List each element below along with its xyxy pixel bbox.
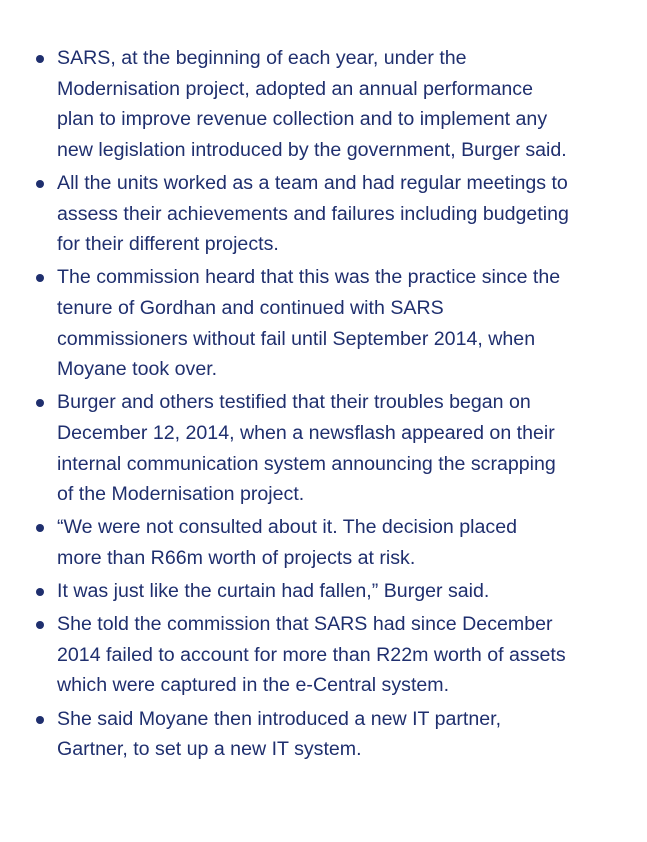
bullet-line: “We were not consulted about it. The decision placed xyxy=(57,516,518,539)
bullet-list xyxy=(36,43,632,767)
bullet-line: 2014 failed to account for more than R22m worth of assets xyxy=(57,643,566,666)
bullet-line: It was just like the curtain had fallen,” Burger said. xyxy=(57,580,490,603)
bullet-item xyxy=(36,168,632,260)
bullet-line: which were captured in the e-Central system. xyxy=(57,674,450,697)
bullet-line: Modernisation project, adopted an annual performance xyxy=(57,77,533,100)
bullet-line: She said Moyane then introduced a new IT partner, xyxy=(57,707,502,730)
bullet-line: for their different projects. xyxy=(57,233,279,256)
bullet-line: internal communication system announcing the scrapping xyxy=(57,452,556,475)
bullet-item xyxy=(36,387,632,509)
bullet-line: tenure of Gordhan and continued with SARS xyxy=(57,296,444,319)
bullet-dot-icon xyxy=(36,399,44,407)
bullet-dot-icon xyxy=(36,524,44,532)
bullet-dot-icon xyxy=(36,621,44,629)
bullet-item xyxy=(36,576,632,607)
bullet-line: more than R66m worth of projects at risk. xyxy=(57,546,416,569)
bullet-line: Burger and others testified that their troubles began on xyxy=(57,391,531,414)
bullet-item xyxy=(36,609,632,701)
bullet-line: December 12, 2014, when a newsflash appeared on their xyxy=(57,421,555,444)
bullet-line: assess their achievements and failures including budgeting xyxy=(57,202,569,225)
bullet-item xyxy=(36,704,632,765)
bullet-line: of the Modernisation project. xyxy=(57,483,305,506)
bullet-item xyxy=(36,262,632,384)
bullet-dot-icon xyxy=(36,588,44,596)
bullet-line: plan to improve revenue collection and to implement any xyxy=(57,108,548,131)
bullet-line: The commission heard that this was the practice since the xyxy=(57,266,561,289)
bullet-item xyxy=(36,43,632,165)
bullet-dot-icon xyxy=(36,55,44,63)
bullet-line: SARS, at the beginning of each year, under the xyxy=(57,47,467,69)
bullet-line: new legislation introduced by the government, Burger said. xyxy=(57,138,567,161)
bullet-dot-icon xyxy=(36,180,44,188)
bullet-dot-icon xyxy=(36,274,44,282)
bullet-line: commissioners without fail until September 2014, when xyxy=(57,327,536,350)
bullet-line: Moyane took over. xyxy=(57,358,218,381)
bullet-line: Gartner, to set up a new IT system. xyxy=(57,738,362,761)
bullet-line: All the units worked as a team and had regular meetings to xyxy=(57,171,568,194)
bullet-line: She told the commission that SARS had since December xyxy=(57,613,553,636)
bullet-item xyxy=(36,512,632,573)
bullet-dot-icon xyxy=(36,716,44,724)
